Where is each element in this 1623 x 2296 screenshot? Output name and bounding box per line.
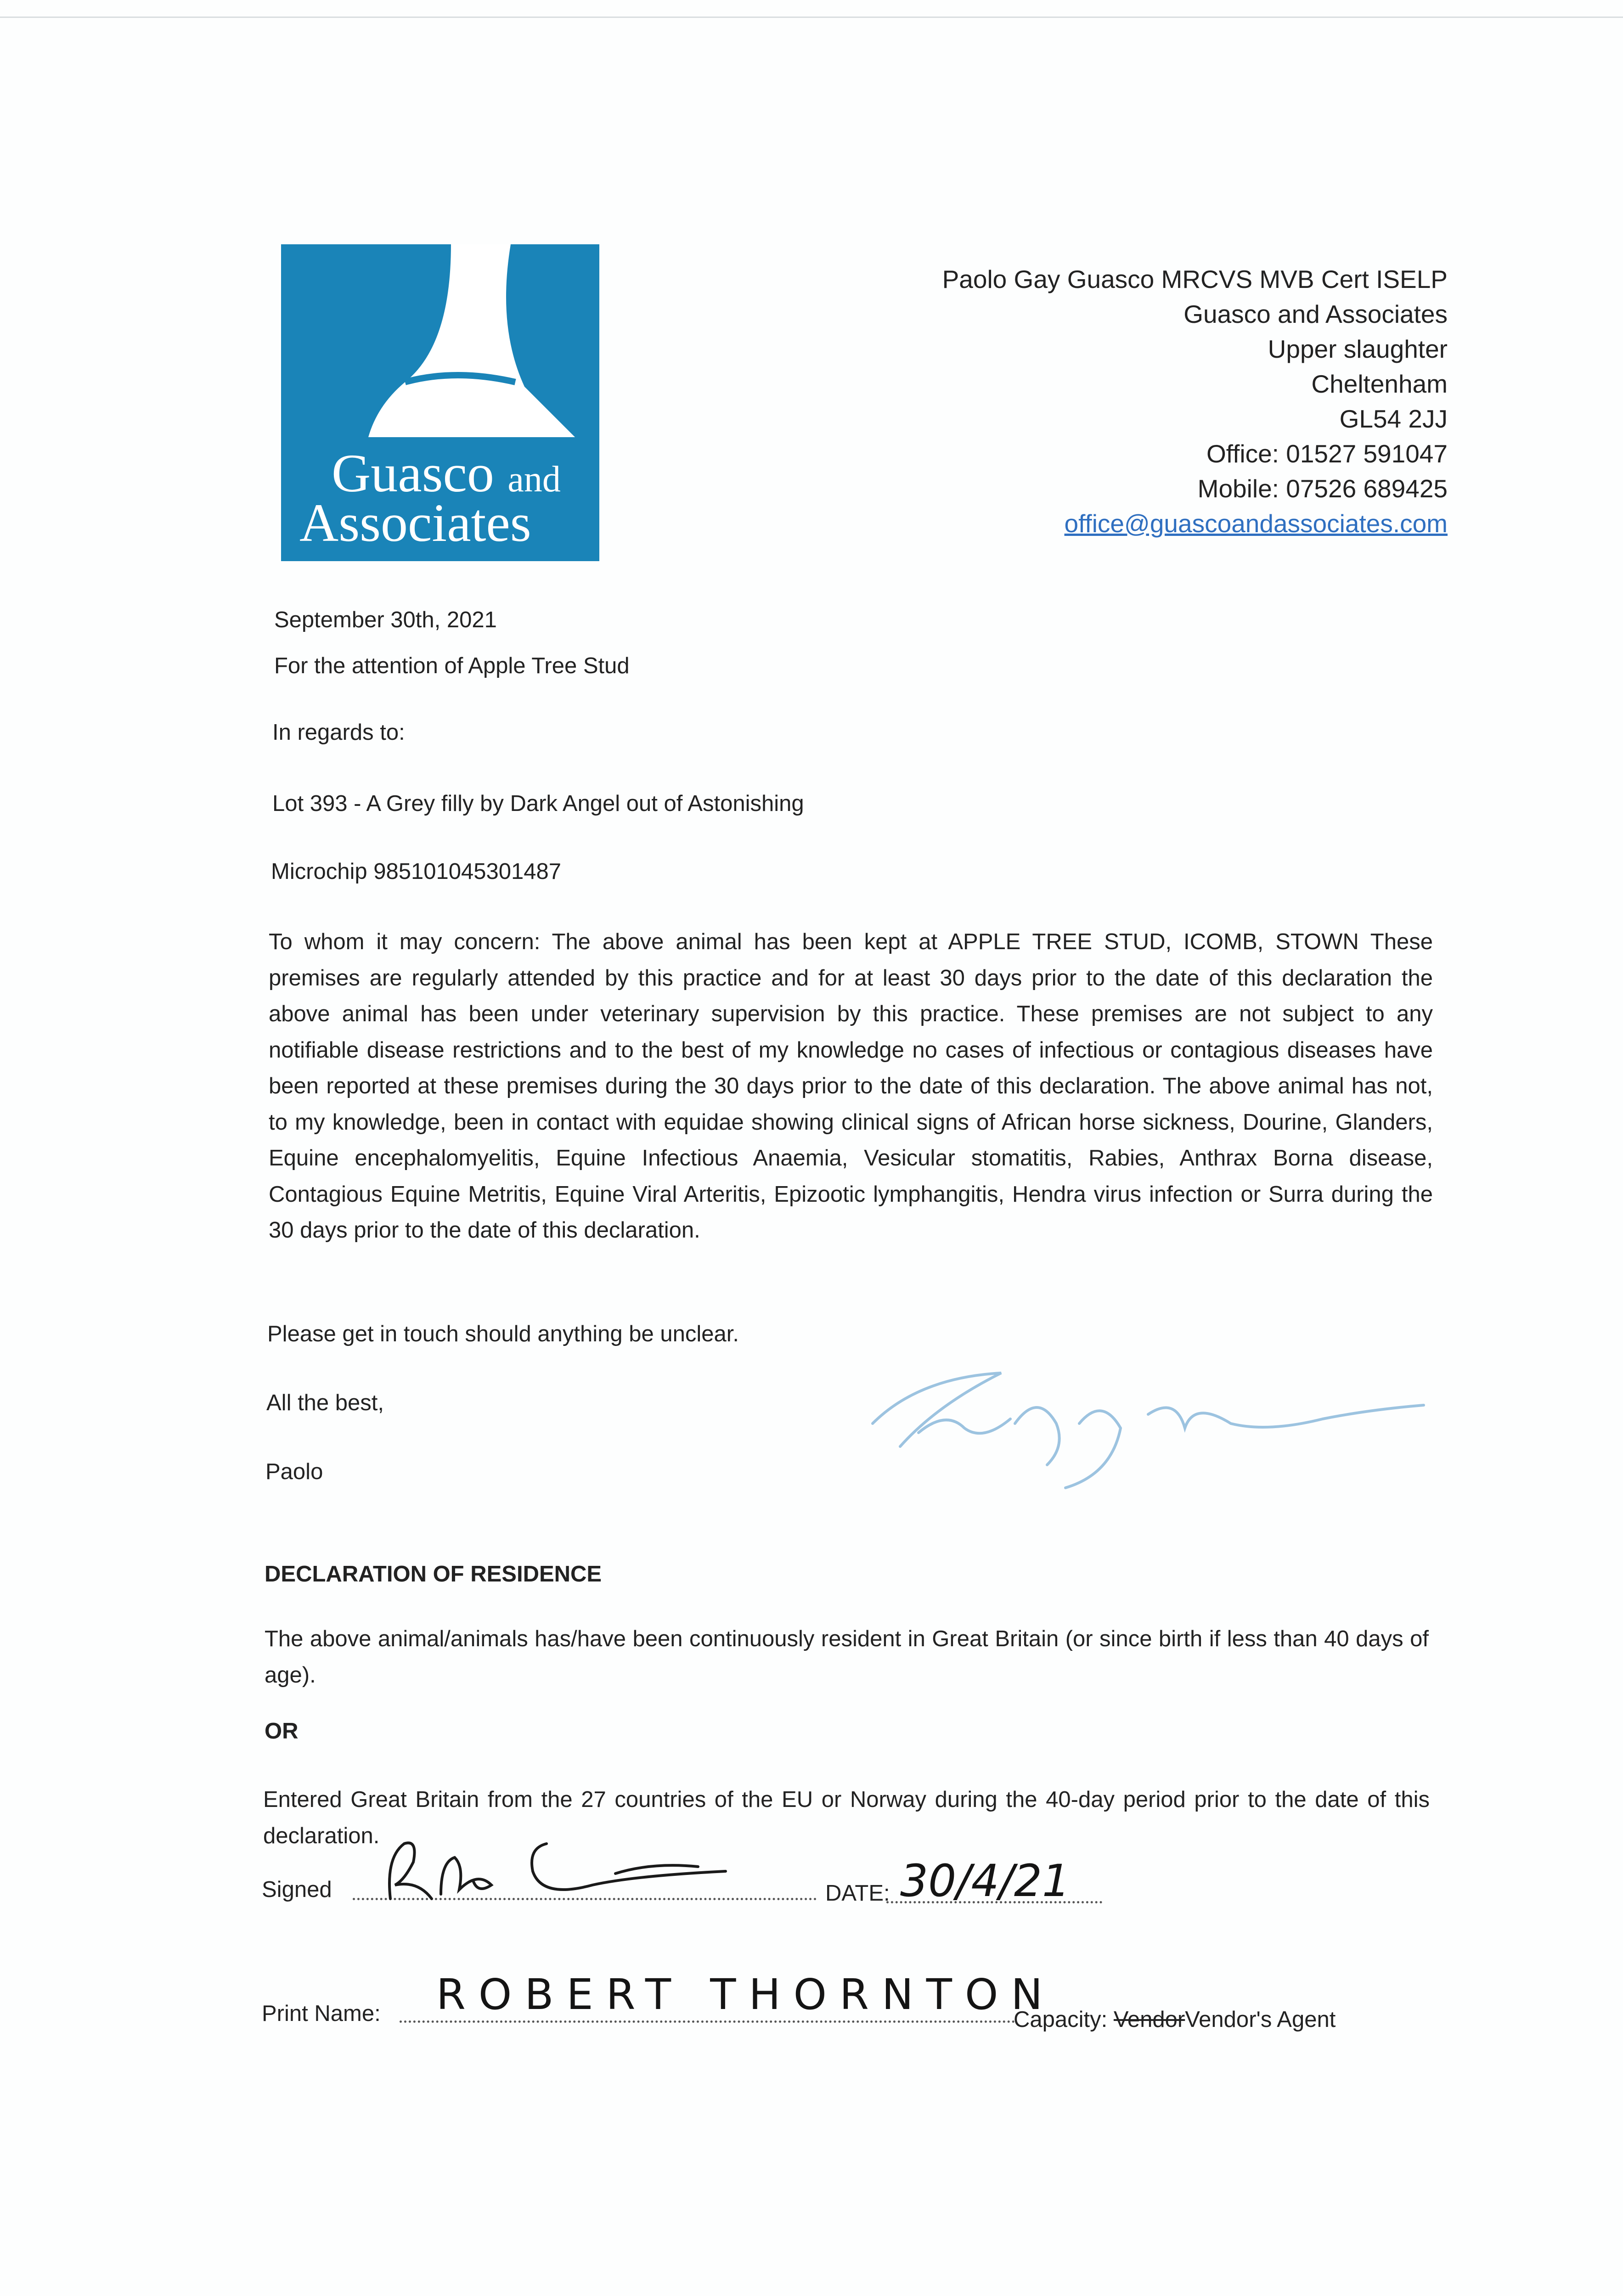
sign-off: All the best, (266, 1390, 384, 1415)
handwritten-date: 30/4/21 (900, 1855, 1071, 1907)
office-phone: Office: 01527 591047 (1206, 439, 1448, 468)
address-line: Upper slaughter (1268, 335, 1448, 363)
vet-signature (863, 1355, 1437, 1492)
microchip-line: Microchip 985101045301487 (271, 859, 562, 884)
email-link[interactable]: office@guascoandassociates.com (1064, 509, 1448, 538)
signer-signature (377, 1830, 753, 1908)
sender-name: Paolo Gay Guasco MRCVS MVB Cert ISELP (942, 265, 1448, 293)
sender-first-name: Paolo (265, 1459, 323, 1484)
date-label: DATE: (825, 1881, 890, 1906)
closing-note: Please get in touch should anything be unclear. (267, 1322, 739, 1346)
declaration-statement: The above animal/animals has/have been continuously resident in Great Britain (or since birth if less than 40 days of age). (265, 1626, 1429, 1688)
logo-text-line2: Associates (299, 493, 531, 553)
mobile-phone: Mobile: 07526 689425 (1197, 474, 1448, 503)
or-label: OR (265, 1719, 299, 1744)
address-line: Cheltenham (1311, 370, 1448, 398)
practice-name: Guasco and Associates (1183, 300, 1448, 328)
logo-text-line1: Guasco and (332, 443, 561, 503)
lot-line: Lot 393 - A Grey filly by Dark Angel out of Astonishing (272, 791, 804, 816)
capacity-struck: Vendor (1113, 2007, 1185, 2032)
body-paragraph: To whom it may concern: The above animal has been kept at APPLE TREE STUD, ICOMB, STOWN These premises are regularly attended by this practice and for at least 30 days prior to the date of this declaration the above animal has been under veterinary supervision by this practice. These premises are not subject to any notifiable disease restrictions and to the best of my knowledge no cases of infectious or contagious diseases have been reported at these premises during the 30 days prior to the date of this declaration. The above animal has not, to my knowledge, been in contact with equidae showing clinical signs of African horse sickness, Dourine, Glanders, Equine encephalomyelitis, Equine Infectious Anaemia, Vesicular stomatitis, Rabies, Anthrax Borna disease, Contagious Equine Metritis, Equine Viral Arteritis, Epizootic lymphangitis, Hendra virus infection or Surra during the 30 days prior to the date of this declaration. (269, 929, 1433, 1243)
company-logo (281, 244, 599, 561)
scan-edge-line (0, 17, 1623, 18)
declaration-heading: DECLARATION OF RESIDENCE (265, 1562, 602, 1587)
capacity-value: Vendor's Agent (1185, 2007, 1336, 2032)
capacity-field (1014, 2006, 1336, 2033)
postcode: GL54 2JJ (1339, 405, 1448, 433)
attention-line: For the attention of Apple Tree Stud (274, 653, 630, 678)
sender-address-block (942, 262, 1448, 541)
signed-label: Signed (262, 1877, 332, 1902)
declaration-alternative: Entered Great Britain from the 27 countries of the EU or Norway during the 40-day period prior to the date of this declaration. (263, 1787, 1430, 1848)
print-name-line (400, 2020, 1015, 2023)
handwritten-print-name: ROBERT THORNTON (436, 1970, 1056, 2019)
regards-line: In regards to: (272, 720, 405, 745)
print-name-label: Print Name: (262, 2001, 381, 2026)
letter-date: September 30th, 2021 (274, 608, 497, 632)
capacity-label: Capacity: (1014, 2007, 1108, 2032)
